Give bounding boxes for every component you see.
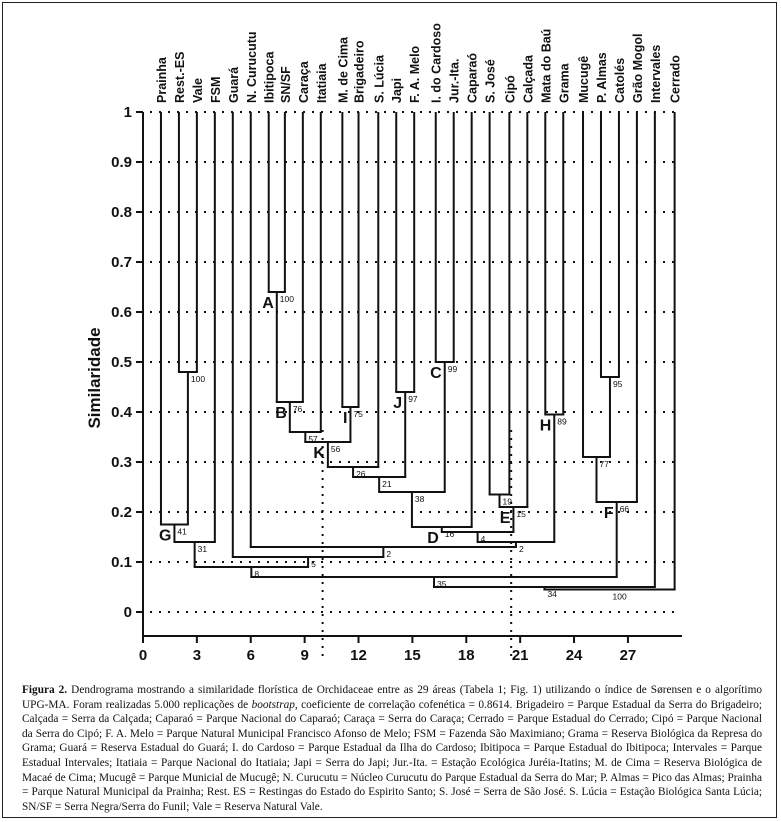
x-tick-label: 21 xyxy=(511,647,529,664)
cluster-label: J xyxy=(393,395,403,412)
leaf-labels xyxy=(155,23,683,103)
caption-label: Figura 2. xyxy=(22,684,68,696)
leaf-label: Caraça xyxy=(296,61,311,103)
cluster-label: K xyxy=(313,445,325,462)
leaf-label: I. do Cardoso xyxy=(429,23,444,103)
bootstrap-value: 21 xyxy=(382,479,392,489)
caption-text-1: Dendrograma mostrando a similaridade florística de Orchidaceae entre as 29 áreas (Tabela 1; Fig. 1) utilizando o índice de Sørensen e o algorítimo UPG-MA. Foram realizadas 5.000 replicações de xyxy=(22,684,763,711)
y-tick-label: 1 xyxy=(123,104,132,121)
bootstrap-value: 100 xyxy=(612,591,627,602)
cluster-label: D xyxy=(427,530,439,547)
leaf-label: Grão Mogol xyxy=(630,33,645,103)
leaf-label: FSM xyxy=(208,76,223,103)
leaf-label: P. Almas xyxy=(594,52,609,103)
figure-caption xyxy=(22,683,762,814)
bootstrap-value: 76 xyxy=(292,404,303,414)
leaf-label: S. José xyxy=(483,59,498,103)
leaf-label: Cipó xyxy=(503,75,518,103)
bootstrap-value: 95 xyxy=(612,379,623,389)
leaf-label: Guará xyxy=(226,66,241,103)
leaf-label: M. de Cima xyxy=(336,37,351,103)
caption-text-2: , coeficiente de correlação cofenética = 0.8614. Brigadeiro = Parque Estadual da Serra do Brigadeiro; Calçada = Serra da Calçada; Caparaó = Parque Nacional do Caparaó; Caraça = Serra do Caraça; Cerrado = Parque Estadual do Cerrado; Cipó = Parque Nacional da Serra do Cipó; F. A. Melo = Parque Natural Municipal Francisco Afonso de Melo; FSM = Fazenda São Maximiano; Grama = Reserva Biológica da Represa do Grama; Guará = Reserva Estadual do Guará; I. do Cardoso = Parque Estadual da Ilha do Cardoso; Ibitipoca = Parque Estadual do Ibitipoca; Intervales = Parque Estadual Intervales; Itatiaia = Parque Nacional do Itatiaia; Japi = Serra do Japi; Jur.-Ita. = Estação Ecológica Juréia-Itatins; M. de Cima = Reserva Biológica de Macaé de Cima; Mucugê = Parque Municial de Mucugê; N. Curucutu = Núcleo Curucutu do Parque Estadual da Serra do Mar; P. Almas = Pico das Almas; Prainha = Parque Natural Municipal da Prainha; Rest. ES = Restingas do Estado do Espirito Santo; S. José = Serra de São José. S. Lúcia = Estação Biológica Santa Lúcia; SN/SF = Serra Negra/Serra do Funil; Vale = Reserva Natural Vale. xyxy=(22,698,762,813)
y-tick-label: 0.7 xyxy=(111,254,132,271)
cluster-label: B xyxy=(275,405,287,422)
y-tick-label: 0.5 xyxy=(111,354,132,371)
leaf-label: Caparaó xyxy=(465,52,480,103)
bootstrap-value: 26 xyxy=(356,469,366,479)
bootstrap-value: 100 xyxy=(190,374,206,384)
x-tick-label: 27 xyxy=(619,647,637,664)
y-tick-label: 0.1 xyxy=(111,554,132,571)
cluster-label: G xyxy=(158,527,172,545)
y-tick-label: 0.4 xyxy=(111,404,132,421)
x-tick-label: 24 xyxy=(565,647,583,664)
bootstrap-value: 16 xyxy=(444,529,455,539)
x-tick-label: 15 xyxy=(404,647,421,664)
bootstrap-value: 66 xyxy=(619,504,630,514)
bootstrap-value: 2 xyxy=(518,544,524,554)
leaf-label: N. Curucutu xyxy=(244,31,259,103)
cluster-label: E xyxy=(499,510,511,527)
bootstrap-value: 19 xyxy=(502,496,512,507)
leaf-label: Itatiaia xyxy=(314,63,329,103)
leaf-label: Catolés xyxy=(612,57,627,103)
y-tick-label: 0.2 xyxy=(111,504,132,521)
bootstrap-value: 57 xyxy=(308,434,318,444)
bootstrap-value: 99 xyxy=(447,364,458,374)
leaf-label: Grama xyxy=(557,63,572,103)
bootstrap-value: 8 xyxy=(254,569,260,579)
cluster-label: I xyxy=(342,410,348,427)
y-tick-label: 0.8 xyxy=(111,204,132,221)
leaf-label: Japi xyxy=(390,77,405,103)
leaf-label: Ibitipoca xyxy=(262,51,277,103)
x-tick-label: 3 xyxy=(192,647,202,664)
cluster-label: H xyxy=(539,417,552,435)
leaf-label: Intervales xyxy=(648,44,663,103)
y-tick-label: 0.9 xyxy=(111,154,132,171)
leaf-label: Rest.-ES xyxy=(172,51,187,103)
y-tick-label: 0.3 xyxy=(111,454,132,471)
y-tick-label: 0 xyxy=(123,604,132,621)
leaf-label: Jur.-Ita. xyxy=(447,58,462,103)
bootstrap-value: 100 xyxy=(279,294,294,304)
bootstrap-value: 31 xyxy=(197,544,208,554)
bootstrap-value: 34 xyxy=(547,589,557,599)
bootstrap-value: 35 xyxy=(437,579,447,589)
x-tick-label: 6 xyxy=(246,647,255,664)
bootstrap-value: 97 xyxy=(408,394,418,404)
bootstrap-value: 41 xyxy=(177,526,187,537)
leaf-label: Mata do Baú xyxy=(539,28,554,103)
leaf-label: F. A. Melo xyxy=(408,45,423,103)
bootstrap-value: 5 xyxy=(311,559,316,569)
y-axis-label: Similaridade xyxy=(85,327,104,429)
leaf-label: Vale xyxy=(190,77,205,103)
x-tick-label: 0 xyxy=(138,647,148,664)
bootstrap-value: 4 xyxy=(480,534,486,544)
bootstrap-value: 89 xyxy=(557,416,567,427)
bootstrap-value: 77 xyxy=(599,459,609,469)
bootstrap-value: 75 xyxy=(353,409,363,419)
bootstrap-value: 38 xyxy=(414,494,425,504)
bootstrap-value: 56 xyxy=(330,444,341,454)
y-tick-label: 0.6 xyxy=(111,304,132,321)
x-tick-label: 9 xyxy=(300,647,309,664)
cluster-label: A xyxy=(262,295,274,312)
leaf-label: S. Lúcia xyxy=(372,55,387,103)
dendrogram-tree xyxy=(159,112,676,602)
bootstrap-value: 2 xyxy=(386,549,392,559)
leaf-label: Brigadeiro xyxy=(352,40,367,103)
leaf-label: Prainha xyxy=(154,57,169,103)
bootstrap-value: 15 xyxy=(516,509,526,519)
x-tick-label: 12 xyxy=(350,647,367,664)
cluster-label: C xyxy=(430,365,442,382)
leaf-label: Calçada xyxy=(521,55,536,103)
x-tick-label: 18 xyxy=(457,647,475,664)
leaf-label: Cerrado xyxy=(668,55,683,103)
leaf-label: Mucugê xyxy=(577,55,592,103)
cluster-label: F xyxy=(603,505,614,522)
caption-italic: bootstrap xyxy=(251,698,295,711)
leaf-label: SN/SF xyxy=(278,66,293,103)
